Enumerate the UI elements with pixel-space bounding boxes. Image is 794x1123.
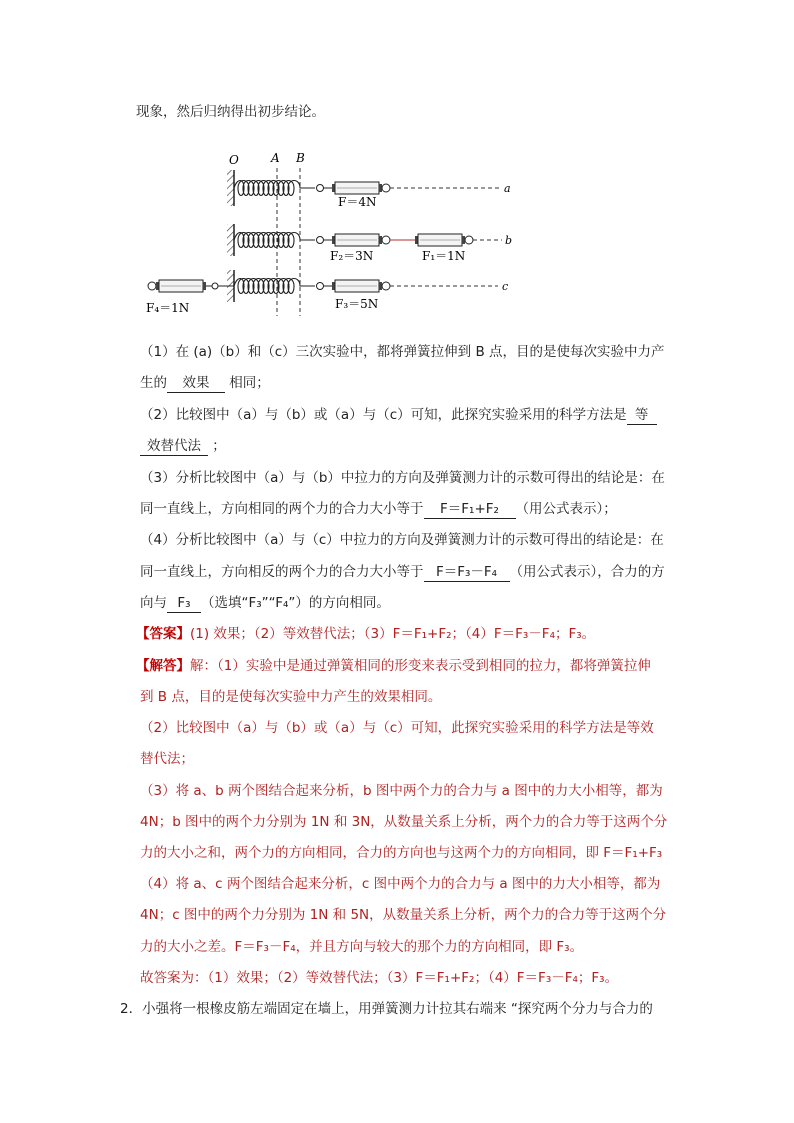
q3-line2 xyxy=(140,499,617,519)
wall-b xyxy=(227,224,234,256)
q3-answer-blank: F＝F₁+F₂ xyxy=(424,500,516,519)
force-label-a: F＝4N xyxy=(338,195,377,209)
answer-line xyxy=(136,624,595,644)
solution-bracket-label: 【解答】 xyxy=(136,658,190,674)
force-label-b1: F₁＝1N xyxy=(422,249,466,263)
q1-line1: （1）在 (a)（b）和（c）三次实验中，都将弹簧拉伸到 B 点，目的是使每次实验中力产 xyxy=(140,344,665,360)
q1-text-post: 相同； xyxy=(225,375,270,391)
q4-line2 xyxy=(140,562,665,582)
label-row-a: a xyxy=(504,182,511,195)
force-label-b2: F₂＝3N xyxy=(330,249,374,263)
solution-line2: 到 B 点，目的是使每次实验中力产生的效果相同。 xyxy=(140,689,442,705)
solution-line6: 4N；b 图中的两个力分别为 1N 和 3N，从数量关系上分析，两个力的合力等于这两个分 xyxy=(140,814,668,830)
q4-answer-blank-1: F＝F₃－F₄ xyxy=(424,563,510,582)
solution-text-1: 解：（1）实验中是通过弹簧相同的形变来表示受到相同的拉力，都将弹簧拉伸 xyxy=(190,658,651,674)
q1-text-pre: 生的 xyxy=(140,375,167,391)
spring-scale-a xyxy=(317,182,391,194)
q4-text-post-2: （选填“F₃”“F₄”）的方向相同。 xyxy=(201,595,390,611)
spring-scale-b1 xyxy=(415,234,473,246)
q2-text-post: ； xyxy=(208,438,226,454)
force-label-c4: F₄＝1N xyxy=(146,301,190,315)
q2-line2 xyxy=(140,436,226,456)
label-row-b: b xyxy=(505,234,513,247)
q1-line2 xyxy=(140,373,270,393)
label-row-c: c xyxy=(502,280,509,293)
answer-bracket-label: 【答案】 xyxy=(136,626,190,642)
spring-scale-b2 xyxy=(317,234,391,246)
q3-line1: （3）分析比较图中（a）与（b）中拉力的方向及弹簧测力计的示数可得出的结论是：在 xyxy=(140,470,665,486)
force-label-c3: F₃＝5N xyxy=(335,297,379,311)
spring-scale-c3 xyxy=(317,280,391,292)
spring-a xyxy=(234,181,315,196)
q1-answer-blank: 效果 xyxy=(167,374,225,393)
wall-a xyxy=(227,170,234,206)
solution-line4: 替代法； xyxy=(140,751,194,767)
q3-text-pre: 同一直线上，方向相同的两个力的合力大小等于 xyxy=(140,501,424,517)
solution-line3: （2）比较图中（a）与（b）或（a）与（c）可知，此探究实验采用的科学方法是等效 xyxy=(140,720,654,736)
q4-answer-blank-2: F₃ xyxy=(167,594,201,613)
q4-text-post: （用公式表示），合力的方 xyxy=(509,564,665,580)
label-point-b: B xyxy=(296,151,305,165)
solution-line1 xyxy=(136,656,651,676)
solution-line10: 力的大小之差。F＝F₃－F₄，并且方向与较大的那个力的方向相同，即 F₃。 xyxy=(140,939,584,955)
q2-line1 xyxy=(140,405,657,425)
q2-answer-blank-2: 效替代法 xyxy=(140,437,208,456)
q3-text-post: （用公式表示）； xyxy=(515,501,617,517)
spring-scale-c4 xyxy=(148,280,234,292)
label-point-o: O xyxy=(229,153,239,167)
spring-experiment-figure xyxy=(140,148,520,318)
q2-text-pre: （2）比较图中（a）与（b）或（a）与（c）可知，此探究实验采用的科学方法是 xyxy=(140,407,627,423)
solution-line7: 力的大小之和，两个力的方向相同，合力的方向也与这两个力的方向相同，即 F＝F₁+F₃ xyxy=(140,845,663,861)
solution-line5: （3）将 a、b 两个图结合起来分析，b 图中两个力的合力与 a 图中的力大小相等，都为 xyxy=(140,783,663,799)
q4-line3 xyxy=(140,593,390,613)
answer-text: (1) 效果；（2）等效替代法；（3）F＝F₁+F₂；（4）F＝F₃－F₄；F₃。 xyxy=(190,626,596,642)
solution-line9: 4N；c 图中的两个力分别为 1N 和 5N，从数量关系上分析，两个力的合力等于这两个分 xyxy=(140,907,667,923)
intro-text: 现象，然后归纳得出初步结论。 xyxy=(136,104,325,120)
label-point-a: A xyxy=(271,151,280,165)
q2-answer-blank-1: 等 xyxy=(627,406,657,425)
spring-c xyxy=(234,279,315,294)
next-question-text: 2．小强将一根橡皮筋左端固定在墙上，用弹簧测力计拉其右端来 “探究两个分力与合力的 xyxy=(120,1001,653,1017)
q4-line1: （4）分析比较图中（a）与（c）中拉力的方向及弹簧测力计的示数可得出的结论是：在 xyxy=(140,532,664,548)
q4-text-pre: 同一直线上，方向相反的两个力的合力大小等于 xyxy=(140,564,424,580)
spring-b xyxy=(234,233,315,248)
solution-line11: 故答案为：（1）效果；（2）等效替代法；（3）F＝F₁+F₂；（4）F＝F₃－F₄；F₃。 xyxy=(140,970,619,986)
q4-text-pre-2: 向与 xyxy=(140,595,167,611)
solution-line8: （4）将 a、c 两个图结合起来分析，c 图中两个力的合力与 a 图中的力大小相等，都为 xyxy=(140,876,661,892)
